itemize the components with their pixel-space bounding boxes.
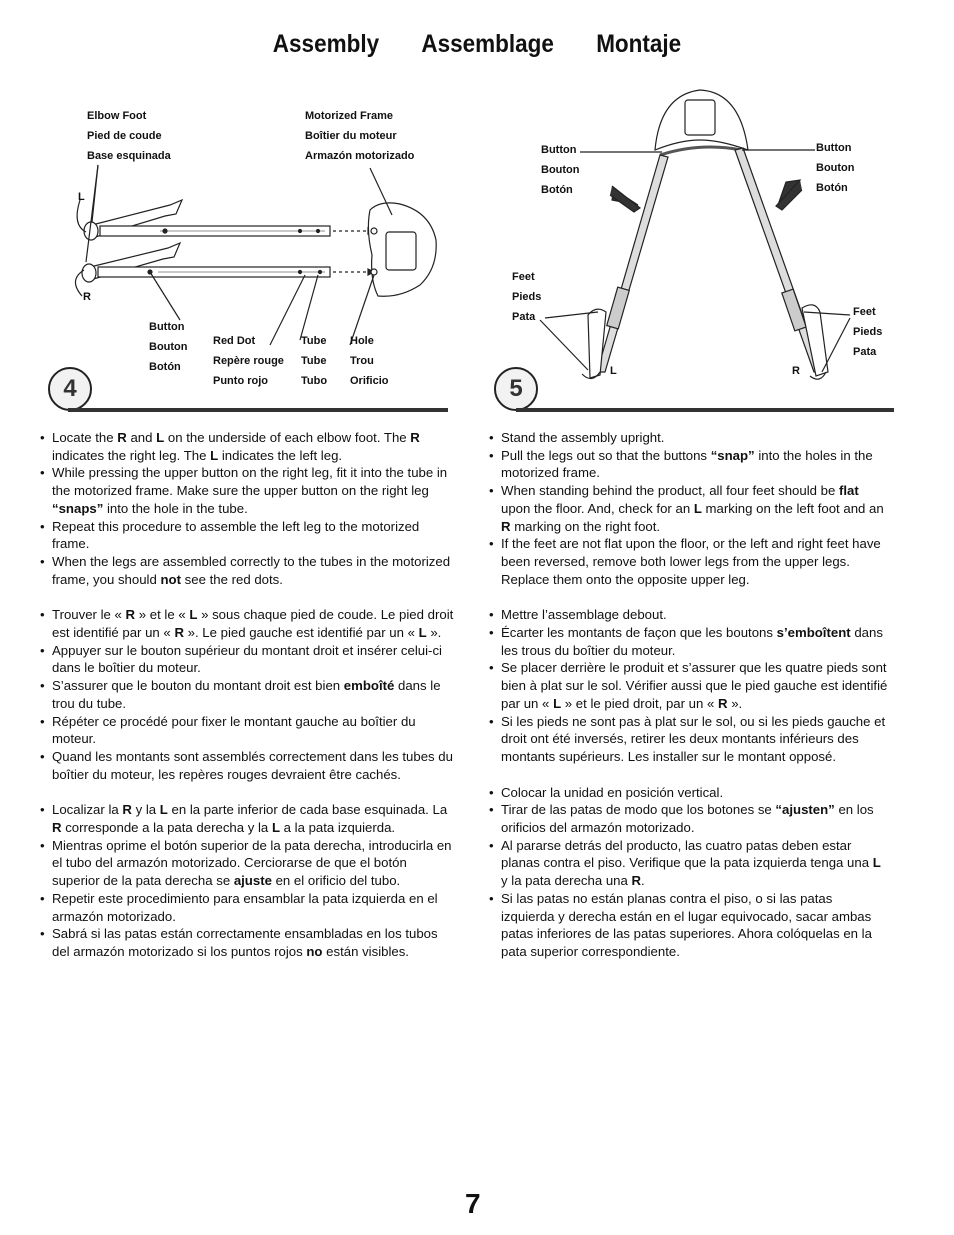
step4-es-item: • Mientras oprime el botón superior de la pata derecha, introducirla en el tubo del armazón motorizado. Cerciorarse de que el botón superior de la pata derecha se ajuste en el orificio del tubo.: [40, 837, 457, 890]
step5-instructions: [489, 429, 889, 979]
step4-instructions: [40, 429, 457, 979]
left-leg: [597, 155, 668, 372]
title-fr: Assemblage: [421, 30, 554, 58]
step-5-badge: 5: [494, 367, 538, 411]
step4-en: [40, 429, 457, 588]
step5-fr-item: • Écarter les montants de façon que les boutons s’emboîtent dans les trous du boîtier du moteur.: [489, 624, 889, 659]
label-right-marker-5: R: [792, 365, 800, 377]
step5-fr-item: • Si les pieds ne sont pas à plat sur le sol, ou si les pieds gauche et droit ont été inversés, retirer les deux montants inférieurs des montants supérieurs. Les installer sur le montant opposé.: [489, 713, 889, 766]
step5-es: [489, 784, 889, 961]
step4-fr-item: • Trouver le « R » et le « L » sous chaque pied de coude. Le pied droit est identifié par un « R ». Le pied gauche est identifié par un « L ».: [40, 606, 457, 641]
step4-fr-item: • Quand les montants sont assemblés correctement dans les tubes du boîtier du moteur, les repères rouges devraient être cachés.: [40, 748, 457, 783]
step5-fr-item: • Mettre l’assemblage debout.: [489, 606, 889, 624]
step4-es-item: • Localizar la R y la L en la parte inferior de cada base esquinada. La R corresponde a la pata derecha y la L a la pata izquierda.: [40, 801, 457, 836]
step4-fr-item: • Répéter ce procédé pour fixer le montant gauche au boîtier du moteur.: [40, 713, 457, 748]
step5-es-item: • Si las patas no están planas contra el piso, o si las patas izquierda y derecha están en el lugar equivocado, sacar ambas patas inferiores de las patas superiores. Ahora colóquelas en la pata superior correspondiente.: [489, 890, 889, 961]
step-5-divider: [516, 408, 894, 412]
step5-en-item: • If the feet are not flat upon the floor, or the left and right feet have been reversed, remove both lower legs from the upper legs. Replace them onto the opposite upper leg.: [489, 535, 889, 588]
step4-en-item: • When the legs are assembled correctly to the tubes in the motorized frame, you should not see the red dots.: [40, 553, 457, 588]
step4-fr-item: • Appuyer sur le bouton supérieur du montant droit et insérer celui-ci dans le boîtier du moteur.: [40, 642, 457, 677]
step5-es-item: • Al pararse detrás del producto, las cuatro patas deben estar planas contra el piso. Verifique que la pata izquierda tenga una L y la pata derecha una R.: [489, 837, 889, 890]
label-tube: Tube Tube Tubo: [301, 335, 328, 387]
label-right-marker-4: R: [83, 291, 91, 303]
title-en: Assembly: [272, 30, 380, 58]
step4-fr-item: • S’assurer que le bouton du montant droit est bien emboîté dans le trou du tube.: [40, 677, 457, 712]
step4-en-item: • While pressing the upper button on the right leg, fit it into the tube in the motorized frame. Make sure the upper button on the right leg “snaps” into the hole in the tube.: [40, 464, 457, 517]
label-elbow-foot: Elbow Foot Pied de coude Base esquinada: [87, 110, 171, 162]
step-4-badge: 4: [48, 367, 92, 411]
step4-fr: [40, 606, 457, 783]
step4-es-item: • Sabrá si las patas están correctamente ensambladas en los tubos del armazón motorizado si los puntos rojos no están visibles.: [40, 925, 457, 960]
step5-fr-item: • Se placer derrière le produit et s’assurer que les quatre pieds sont bien à plat sur le sol. Vérifier aussi que le pied gauche est identifié par un « L » et le pied droit, par un « R ».: [489, 659, 889, 712]
label-motorized-frame: Motorized Frame Boîtier du moteur Armazón motorizado: [305, 110, 415, 162]
label-left-marker-5: L: [610, 365, 617, 377]
label-button-5-left: Button Bouton Botón: [541, 144, 580, 196]
step5-es-item: • Colocar la unidad en posición vertical.: [489, 784, 889, 802]
page-number: 7: [465, 1188, 481, 1219]
title-es: Montaje: [596, 30, 682, 58]
step4-en-item: • Repeat this procedure to assemble the left leg to the motorized frame.: [40, 518, 457, 553]
label-feet-right: Feet Pieds Pata: [853, 306, 883, 358]
step5-fr: [489, 606, 889, 765]
step5-en-item: • Pull the legs out so that the buttons “snap” into the holes in the motorized frame.: [489, 447, 889, 482]
step5-es-item: • Tirar de las patas de modo que los botones se “ajusten” en los orificios del armazón motorizado.: [489, 801, 889, 836]
label-hole: Hole Trou Orificio: [350, 335, 389, 387]
step4-es-item: • Repetir este procedimiento para ensamblar la pata izquierda en el armazón motorizado.: [40, 890, 457, 925]
label-button-4: Button Bouton Botón: [149, 321, 188, 373]
label-red-dot: Red Dot Repère rouge Punto rojo: [213, 335, 284, 387]
step4-es: [40, 801, 457, 960]
step5-en-item: • When standing behind the product, all four feet should be flat upon the floor. And, check for an L marking on the left foot and an R marking on the right foot.: [489, 482, 889, 535]
step4-en-item: • Locate the R and L on the underside of each elbow foot. The R indicates the right leg. The L indicates the left leg.: [40, 429, 457, 464]
label-feet-left: Feet Pieds Pata: [512, 271, 542, 323]
step5-en: [489, 429, 889, 588]
label-left-marker-4: L: [78, 191, 85, 203]
label-button-5-right: Button Bouton Botón: [816, 142, 855, 194]
step5-en-item: • Stand the assembly upright.: [489, 429, 889, 447]
